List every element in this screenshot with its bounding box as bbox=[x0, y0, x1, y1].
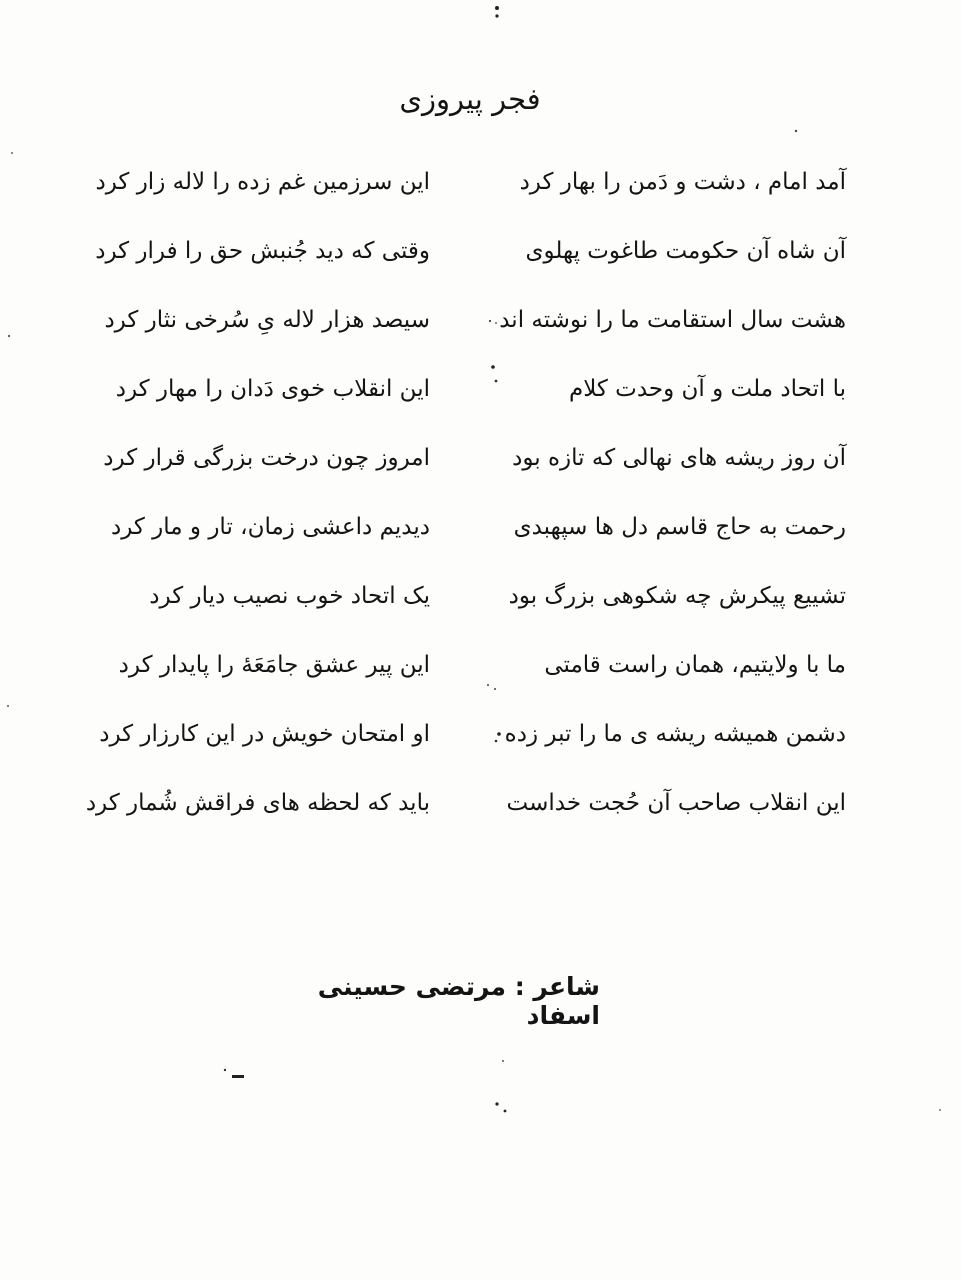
verse-4-first-hemistich: با اتحاد ملت و آن وحدت کلام bbox=[568, 376, 846, 402]
verse-1-first-hemistich: آمد امام ، دشت و دَمن را بهار کرد bbox=[519, 169, 846, 195]
verse-7 bbox=[60, 572, 860, 641]
verse-3 bbox=[60, 296, 860, 365]
verse-10-first-hemistich: این انقلاب صاحب آن حُجت خداست bbox=[506, 790, 846, 816]
verse-7-second-hemistich: یک اتحاد خوب نصیب دیار کرد bbox=[149, 583, 430, 609]
poem-title: فجر پیروزی bbox=[399, 82, 541, 116]
verse-1 bbox=[60, 158, 860, 227]
poem-verses bbox=[60, 158, 860, 848]
verse-9-first-hemistich: دشمن همیشه ریشه ی ما را تبر زده bbox=[504, 721, 846, 747]
verse-4 bbox=[60, 365, 860, 434]
verse-5 bbox=[60, 434, 860, 503]
verse-4-second-hemistich: این انقلاب خوی دَدان را مهار کرد bbox=[115, 376, 430, 402]
verse-2-second-hemistich: وقتی که دید جُنبش حق را فرار کرد bbox=[95, 238, 430, 264]
verse-8-first-hemistich: ما با ولایتیم، همان راست قامتی bbox=[544, 652, 846, 678]
verse-1-second-hemistich: این سرزمین غم زده را لاله زار کرد bbox=[95, 169, 430, 195]
verse-3-second-hemistich: سیصد هزار لاله یِ سُرخی نثار کرد bbox=[104, 307, 430, 333]
verse-9 bbox=[60, 710, 860, 779]
verse-2 bbox=[60, 227, 860, 296]
verse-2-first-hemistich: آن شاه آن حکومت طاغوت پهلوی bbox=[525, 238, 846, 264]
verse-8-second-hemistich: این پیر عشق جامَعَهٔ را پایدار کرد bbox=[118, 652, 430, 678]
verse-8 bbox=[60, 641, 860, 710]
verse-6 bbox=[60, 503, 860, 572]
verse-5-first-hemistich: آن روز ریشه های نهالی که تازه بود bbox=[512, 445, 846, 471]
poet-signature: شاعر : مرتضی حسینی اسفاد bbox=[317, 972, 600, 1030]
verse-3-first-hemistich: هشت سال استقامت ما را نوشته اند bbox=[499, 307, 846, 333]
verse-10 bbox=[60, 779, 860, 848]
verse-9-second-hemistich: او امتحان خویش در این کارزار کرد bbox=[99, 721, 430, 747]
verse-5-second-hemistich: امروز چون درخت بزرگی قرار کرد bbox=[103, 445, 430, 471]
verse-7-first-hemistich: تشییع پیکرش چه شکوهی بزرگ بود bbox=[508, 583, 846, 609]
verse-10-second-hemistich: باید که لحظه های فراقش شُمار کرد bbox=[85, 790, 430, 816]
verse-6-second-hemistich: دیدیم داعشی زمان، تار و مار کرد bbox=[110, 514, 430, 540]
verse-6-first-hemistich: رحمت به حاج قاسم دل ها سپهبدی bbox=[513, 514, 846, 540]
